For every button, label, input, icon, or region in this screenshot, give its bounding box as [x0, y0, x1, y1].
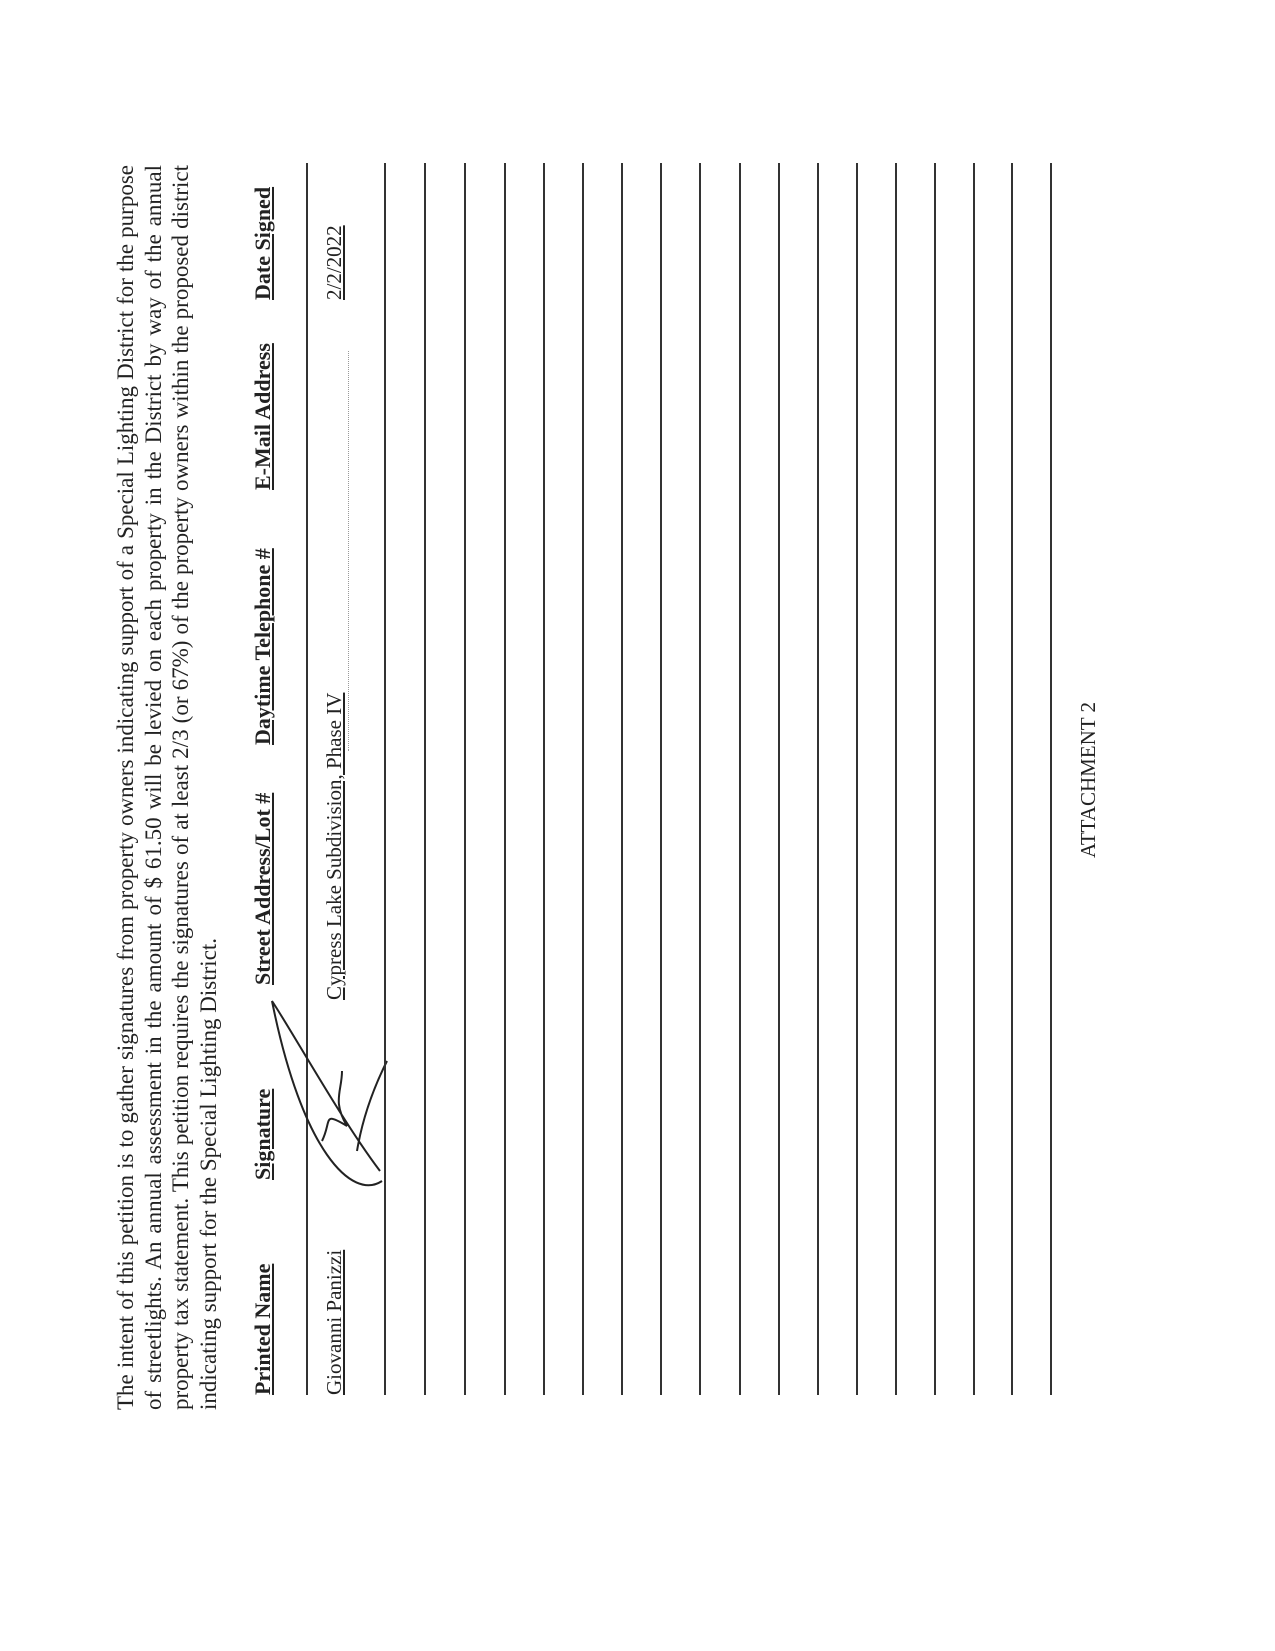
table-rule	[699, 163, 701, 1395]
row-date-signed: 2/2/2022	[322, 225, 346, 300]
header-email: E-Mail Address	[250, 343, 275, 490]
table-rule	[660, 163, 662, 1395]
header-street-address: Street Address/Lot #	[250, 792, 275, 985]
table-rule	[1050, 163, 1052, 1395]
row-printed-name: Giovanni Panizzi	[322, 1249, 346, 1395]
table-rule	[856, 163, 858, 1395]
header-telephone: Daytime Telephone #	[250, 548, 275, 745]
row-street-address: Cypress Lake Subdivision, Phase IV	[322, 692, 346, 1000]
table-rule	[621, 163, 623, 1395]
table-rule	[739, 163, 741, 1395]
table-rule	[582, 163, 584, 1395]
table-rule	[817, 163, 819, 1395]
signature-image	[262, 991, 392, 1211]
table-rule	[934, 163, 936, 1395]
attachment-label: ATTACHMENT 2	[1076, 702, 1100, 859]
intro-paragraph: The intent of this petition is to gather signatures from property owners indicating support of a Special Lighting District for the purpose of streetlights. An annual assessment in the amount of $ 61.50 will be levied on each property in the District by way of the annual property tax statement. This petition requires the signatures of at least 2/3 (or 67%) of the property owners within the proposed district indicating support for the Special Lighting District.	[113, 165, 221, 1410]
table-rule	[464, 163, 466, 1395]
header-signature: Signature	[250, 1088, 275, 1180]
table-rule	[895, 163, 897, 1395]
table-rule	[973, 163, 975, 1395]
table-rule	[1011, 163, 1013, 1395]
header-date-signed: Date Signed	[250, 186, 275, 300]
table-rule	[424, 163, 426, 1395]
blank-line-telephone-email	[348, 351, 349, 751]
table-rule	[778, 163, 780, 1395]
header-printed-name: Printed Name	[250, 1263, 275, 1395]
table-rule	[384, 163, 386, 1395]
table-rule	[543, 163, 545, 1395]
table-rule	[504, 163, 506, 1395]
